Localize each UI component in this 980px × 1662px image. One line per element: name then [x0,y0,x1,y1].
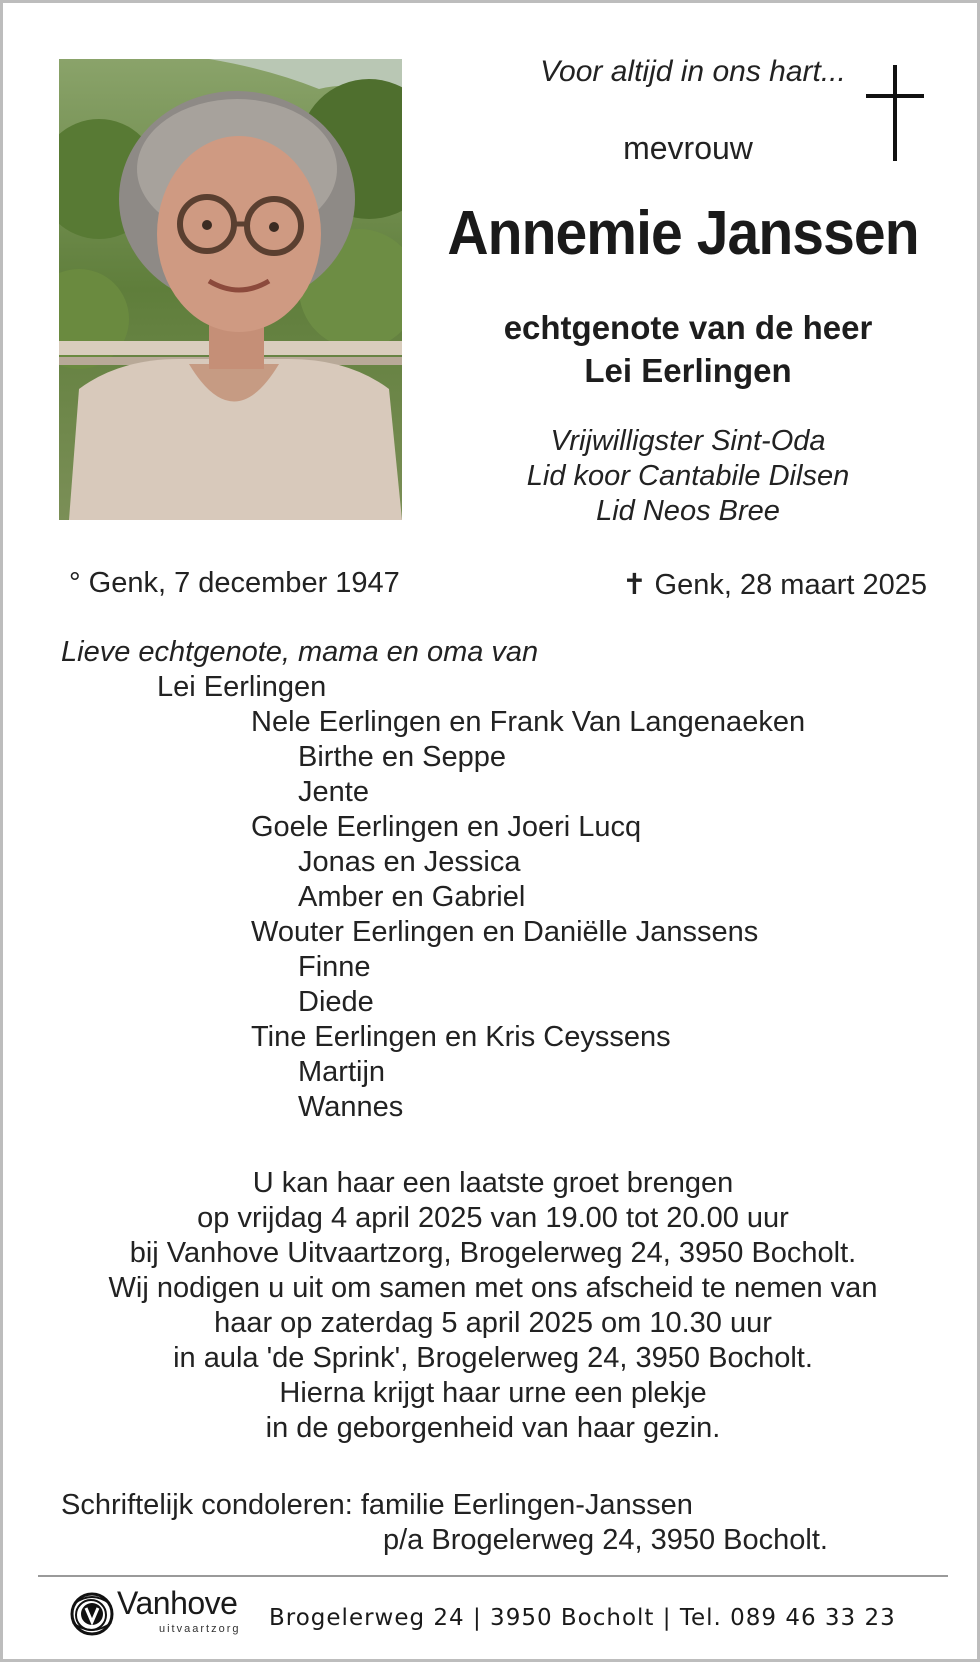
family-grandchild: Birthe en Seppe [298,741,506,773]
vanhove-logo [67,1583,257,1645]
role-item: Vrijwilligster Sint-Oda [550,425,826,457]
ceremony-line: Hierna krijgt haar urne een plekje [279,1377,707,1409]
condolences-info [61,1488,921,1558]
family-grandchild: Diede [298,986,374,1018]
ceremony-line: op vrijdag 4 april 2025 van 19.00 tot 20.00 uur [197,1202,789,1234]
family-grandchild: Martijn [298,1056,386,1088]
logo-emblem-icon [67,1589,117,1639]
portrait-photo [59,59,402,520]
family-grandchild: Wannes [298,1091,404,1123]
role-item: Lid koor Cantabile Dilsen [526,460,850,492]
role-item: Lid Neos Bree [596,495,780,527]
family-intro: Lieve echtgenote, mama en oma van [61,636,539,668]
spouse-block [433,306,943,392]
family-grandchild: Jonas en Jessica [298,846,521,878]
ceremony-line: bij Vanhove Uitvaartzorg, Brogelerweg 24, 3950 Bocholt. [129,1237,857,1269]
condolences-address: p/a Brogelerweg 24, 3950 Bocholt. [383,1524,828,1556]
logo-brand: Vanhove [117,1585,238,1621]
ceremony-line: in aula 'de Sprink', Brogelerweg 24, 3950 Bocholt. [173,1342,813,1374]
family-child: Goele Eerlingen en Joeri Lucq [251,811,642,843]
ceremony-info [43,1166,943,1446]
tagline: Voor altijd in ons hart... [540,55,846,88]
death-date: ✝ Genk, 28 maart 2025 [622,569,927,601]
deceased-name: Annemie Janssen [447,199,919,268]
family-child: Wouter Eerlingen en Daniëlle Janssens [251,916,759,948]
spouse-line-1: echtgenote van de heer [503,309,873,346]
ceremony-line: U kan haar een laatste groet brengen [252,1167,734,1199]
condolences-line-1: Schriftelijk condoleren: familie Eerlingen-Janssen [61,1489,693,1521]
family-child: Nele Eerlingen en Frank Van Langenaeken [251,706,806,738]
family-child: Tine Eerlingen en Kris Ceyssens [251,1021,671,1053]
birth-date: ° Genk, 7 december 1947 [69,567,400,599]
family-grandchild: Jente [298,776,369,808]
family-spouse: Lei Eerlingen [157,671,327,703]
family-grandchild: Finne [298,951,371,983]
logo-subtitle: uitvaartzorg [159,1623,241,1635]
family-list [61,635,921,1125]
roles-list [433,424,943,529]
ceremony-line: haar op zaterdag 5 april 2025 om 10.30 uur [214,1307,772,1339]
funeral-home-contact: Brogelerweg 24 | 3950 Bocholt | Tel. 089 46 33 23 [269,1605,896,1631]
footer-divider [38,1575,948,1577]
ceremony-line: in de geborgenheid van haar gezin. [265,1412,721,1444]
honorific: mevrouw [623,130,753,166]
ceremony-line: Wij nodigen u uit om samen met ons afscheid te nemen van [108,1272,878,1304]
family-grandchild: Amber en Gabriel [298,881,526,913]
spouse-line-2: Lei Eerlingen [584,352,792,389]
